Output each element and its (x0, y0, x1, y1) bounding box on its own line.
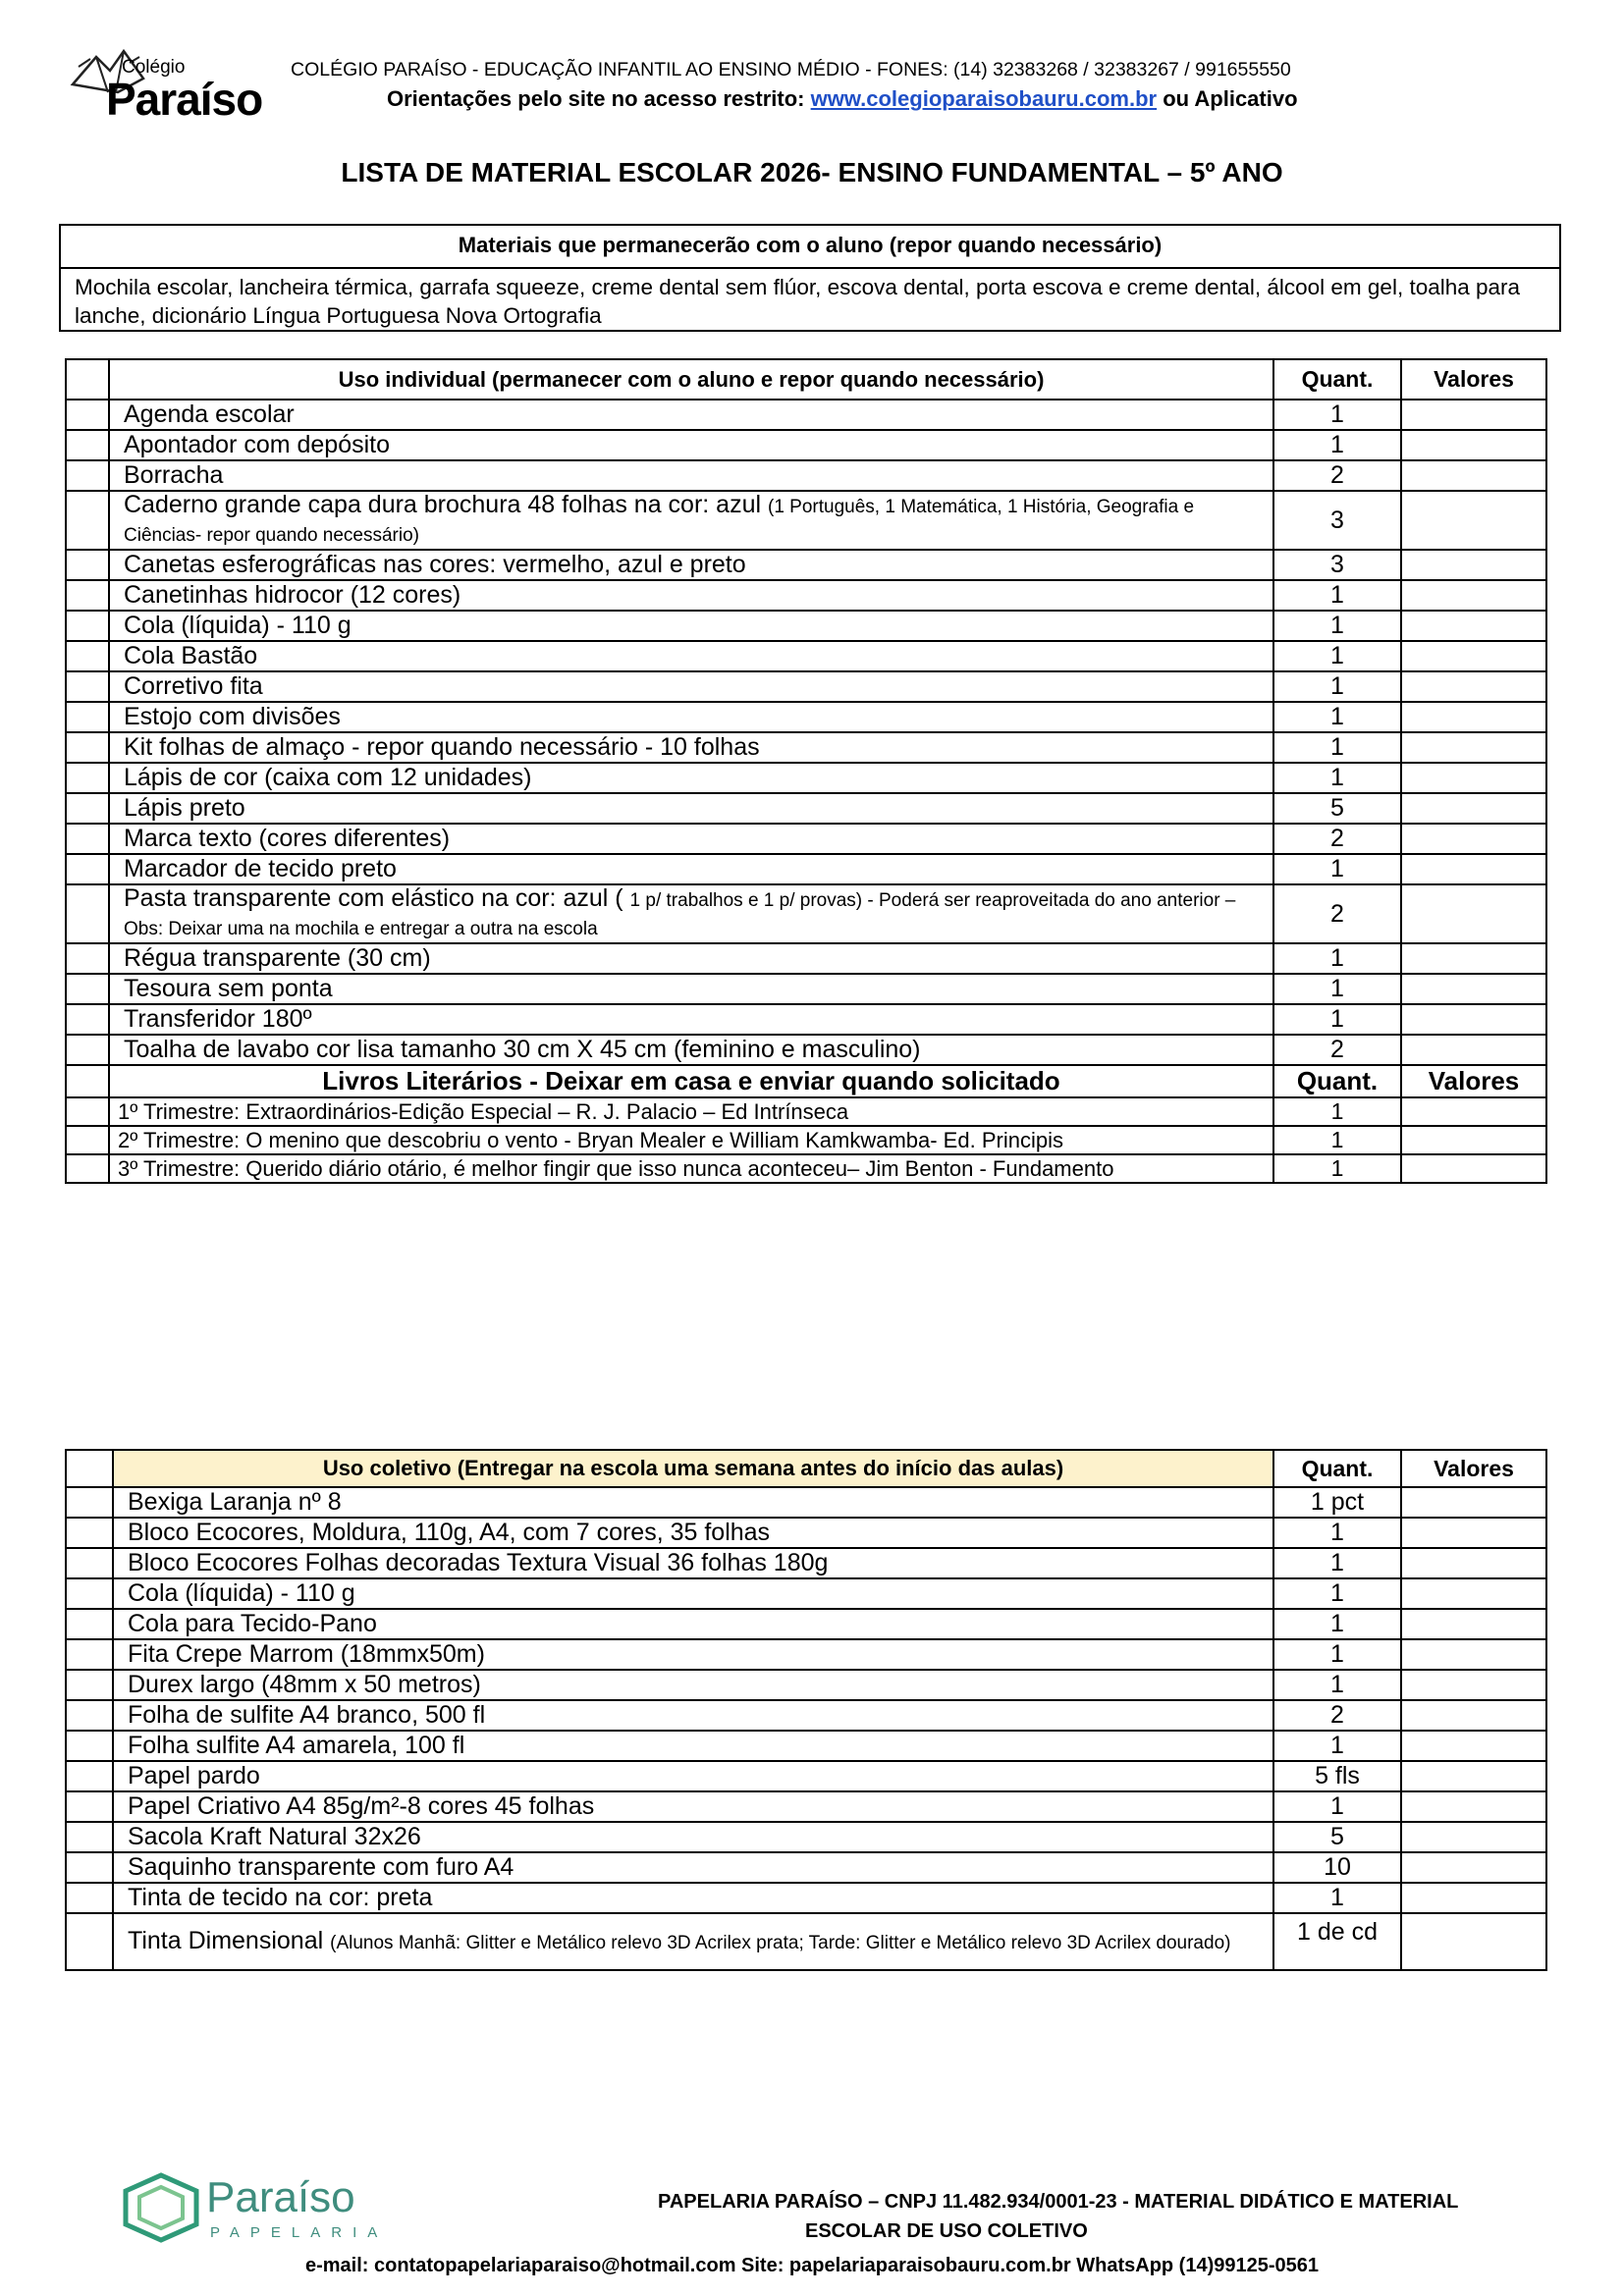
collective-row (66, 1578, 1546, 1609)
individual-item-value (1401, 793, 1546, 824)
individual-row-blank (66, 824, 109, 854)
collective-item-value (1401, 1913, 1546, 1970)
individual-row-blank (66, 702, 109, 732)
collective-item-value (1401, 1609, 1546, 1639)
collective-item-name (113, 1639, 1273, 1670)
collective-row-blank (66, 1609, 113, 1639)
books-row-blank (66, 1097, 109, 1126)
individual-item-qty: 2 (1273, 884, 1401, 943)
collective-item-label: Bloco Ecocores, Moldura, 110g, A4, com 7 cores, 35 folhas (128, 1519, 771, 1546)
permanent-materials-text: Mochila escolar, lancheira térmica, garrafa squeeze, creme dental sem flúor, escova dental, porta escova e creme dental, álcool em gel, toalha para lanche, dicionário Língua Portuguesa Nova Ortografia (75, 275, 1521, 328)
collective-item-label: Papel pardo (128, 1762, 260, 1789)
papelaria-logo-sub: PAPELARIA (210, 2224, 389, 2241)
collective-row (66, 1609, 1546, 1639)
collective-row-blank (66, 1883, 113, 1913)
individual-header-row (66, 359, 1546, 400)
footer-line2: ESCOLAR DE USO COLETIVO (805, 2220, 1088, 2242)
books-row (66, 1154, 1546, 1183)
collective-item-value (1401, 1487, 1546, 1518)
collective-item-label: Folha de sulfite A4 branco, 500 fl (128, 1701, 486, 1729)
collective-row (66, 1700, 1546, 1731)
individual-item-qty: 1 (1273, 1004, 1401, 1035)
individual-item-label: Transferidor 180º (124, 1005, 312, 1033)
individual-row-blank (66, 763, 109, 793)
school-contact-line: COLÉGIO PARAÍSO - EDUCAÇÃO INFANTIL AO ENSINO MÉDIO - FONES: (14) 32383268 / 32383267 / 991655550 (291, 59, 1291, 80)
collective-row-blank (66, 1822, 113, 1852)
collective-item-value (1401, 1548, 1546, 1578)
collective-row (66, 1518, 1546, 1548)
collective-materials-table (65, 1449, 1547, 1971)
collective-row-blank (66, 1670, 113, 1700)
collective-values-header: Valores (1401, 1450, 1546, 1487)
collective-item-qty: 2 (1273, 1700, 1401, 1731)
individual-item-value (1401, 400, 1546, 430)
individual-item-name (109, 460, 1273, 491)
individual-item-label: Apontador com depósito (124, 431, 391, 458)
collective-row (66, 1639, 1546, 1670)
individual-item-value (1401, 611, 1546, 641)
individual-item-name (109, 611, 1273, 641)
individual-item-label: Toalha de lavabo cor lisa tamanho 30 cm X 45 cm (feminino e masculino) (124, 1036, 921, 1063)
individual-item-value (1401, 430, 1546, 460)
collective-item-label: Tinta de tecido na cor: preta (128, 1884, 433, 1911)
collective-item-name (113, 1852, 1273, 1883)
individual-item-label: Lápis preto (124, 794, 245, 822)
books-header-blank (66, 1065, 109, 1097)
individual-item-name (109, 1035, 1273, 1065)
individual-item-label: Caderno grande capa dura brochura 48 folhas na cor: azul (124, 491, 762, 518)
individual-item-value (1401, 460, 1546, 491)
individual-item-value (1401, 550, 1546, 580)
books-row-blank (66, 1154, 109, 1183)
collective-item-label: Fita Crepe Marrom (18mmx50m) (128, 1640, 485, 1668)
individual-row (66, 1035, 1546, 1065)
individual-row-blank (66, 550, 109, 580)
collective-item-name (113, 1578, 1273, 1609)
collective-item-qty: 5 fls (1273, 1761, 1401, 1791)
collective-row-blank (66, 1639, 113, 1670)
collective-row-blank (66, 1487, 113, 1518)
individual-item-note: (1 Português, 1 Matemática, 1 História, Geografia e Ciências- repor quando necessário) (124, 497, 1195, 546)
individual-item-value (1401, 943, 1546, 974)
collective-item-label: Bloco Ecocores Folhas decoradas Textura Visual 36 folhas 180g (128, 1549, 829, 1576)
collective-item-qty: 1 (1273, 1578, 1401, 1609)
orientation-line (387, 86, 1298, 112)
individual-item-qty: 2 (1273, 1035, 1401, 1065)
individual-item-name (109, 1004, 1273, 1035)
collective-item-value (1401, 1852, 1546, 1883)
individual-row (66, 550, 1546, 580)
individual-row (66, 793, 1546, 824)
individual-row (66, 854, 1546, 884)
collective-item-qty: 1 (1273, 1518, 1401, 1548)
books-item-value (1401, 1154, 1546, 1183)
books-item-qty: 1 (1273, 1097, 1401, 1126)
books-row (66, 1126, 1546, 1154)
books-qty-header: Quant. (1273, 1065, 1401, 1097)
individual-row (66, 732, 1546, 763)
collective-row-blank (66, 1578, 113, 1609)
books-item-label: 3º Trimestre: Querido diário otário, é melhor fingir que isso nunca aconteceu– Jim Benton - Fundamento (118, 1155, 1114, 1181)
individual-item-label: Cola Bastão (124, 642, 258, 669)
individual-item-name (109, 702, 1273, 732)
individual-row (66, 641, 1546, 671)
individual-item-label: Cola (líquida) - 110 g (124, 612, 352, 639)
collective-item-note: (Alunos Manhã: Glitter e Metálico relevo 3D Acrilex prata; Tarde: Glitter e Metálico relevo 3D Acrilex dourado) (330, 1932, 1231, 1953)
school-website-link[interactable]: www.colegioparaisobauru.com.br (810, 86, 1158, 111)
individual-item-note: 1 p/ trabalhos e 1 p/ provas) - Poderá ser reaproveitada do ano anterior – Obs: Deixar uma na mochila e entregar a outra na escola (124, 890, 1236, 939)
collective-item-name (113, 1913, 1273, 1970)
collective-item-qty: 1 (1273, 1883, 1401, 1913)
collective-item-qty: 1 (1273, 1670, 1401, 1700)
collective-row-blank (66, 1700, 113, 1731)
individual-item-value (1401, 974, 1546, 1004)
papelaria-logo-name: Paraíso (206, 2173, 355, 2221)
individual-item-name (109, 943, 1273, 974)
individual-item-name (109, 763, 1273, 793)
individual-item-qty: 1 (1273, 732, 1401, 763)
individual-item-qty: 1 (1273, 641, 1401, 671)
collective-qty-header: Quant. (1273, 1450, 1401, 1487)
collective-item-name (113, 1700, 1273, 1731)
collective-item-name (113, 1548, 1273, 1578)
individual-row (66, 491, 1546, 550)
collective-item-value (1401, 1700, 1546, 1731)
collective-header-blank (66, 1450, 113, 1487)
papelaria-logo-icon (116, 2169, 206, 2244)
collective-item-value (1401, 1731, 1546, 1761)
individual-item-qty: 1 (1273, 580, 1401, 611)
individual-row (66, 763, 1546, 793)
collective-item-label: Papel Criativo A4 85g/m²-8 cores 45 folhas (128, 1792, 595, 1820)
collective-item-label: Bexiga Laranja nº 8 (128, 1488, 342, 1516)
individual-item-label: Marca texto (cores diferentes) (124, 825, 451, 852)
collective-item-name (113, 1822, 1273, 1852)
footer-line1: PAPELARIA PARAÍSO – CNPJ 11.482.934/0001-23 - MATERIAL DIDÁTICO E MATERIAL (658, 2191, 1459, 2213)
collective-item-name (113, 1609, 1273, 1639)
orientation-prefix: Orientações pelo site no acesso restrito: (387, 86, 805, 111)
individual-item-value (1401, 641, 1546, 671)
collective-item-qty: 1 (1273, 1639, 1401, 1670)
collective-row (66, 1487, 1546, 1518)
individual-item-value (1401, 702, 1546, 732)
individual-item-name (109, 491, 1273, 550)
collective-row (66, 1791, 1546, 1822)
individual-item-qty: 2 (1273, 460, 1401, 491)
individual-item-label: Canetas esferográficas nas cores: vermelho, azul e preto (124, 551, 746, 578)
individual-item-value (1401, 671, 1546, 702)
collective-item-qty: 1 pct (1273, 1487, 1401, 1518)
books-values-header: Valores (1401, 1065, 1546, 1097)
individual-item-qty: 1 (1273, 974, 1401, 1004)
individual-row-blank (66, 611, 109, 641)
individual-row (66, 580, 1546, 611)
individual-row-blank (66, 974, 109, 1004)
collective-row (66, 1822, 1546, 1852)
individual-row-blank (66, 580, 109, 611)
individual-item-value (1401, 491, 1546, 550)
collective-item-qty: 10 (1273, 1852, 1401, 1883)
collective-item-value (1401, 1791, 1546, 1822)
individual-item-value (1401, 580, 1546, 611)
collective-row-blank (66, 1548, 113, 1578)
collective-item-label: Tinta Dimensional (128, 1926, 324, 1954)
individual-item-name (109, 854, 1273, 884)
collective-item-qty: 1 (1273, 1548, 1401, 1578)
collective-item-label: Cola (líquida) - 110 g (128, 1579, 355, 1607)
individual-item-name (109, 580, 1273, 611)
individual-row-blank (66, 460, 109, 491)
collective-row (66, 1852, 1546, 1883)
collective-item-name (113, 1518, 1273, 1548)
books-row (66, 1097, 1546, 1126)
individual-row-blank (66, 793, 109, 824)
collective-item-value (1401, 1639, 1546, 1670)
individual-item-name (109, 884, 1273, 943)
collective-item-value (1401, 1518, 1546, 1548)
books-row-blank (66, 1126, 109, 1154)
collective-row-blank (66, 1761, 113, 1791)
individual-row (66, 943, 1546, 974)
individual-item-label: Pasta transparente com elástico na cor: azul ( (124, 884, 623, 912)
individual-item-qty: 3 (1273, 550, 1401, 580)
individual-item-name (109, 732, 1273, 763)
individual-row-blank (66, 491, 109, 550)
collective-row (66, 1670, 1546, 1700)
individual-item-value (1401, 732, 1546, 763)
collective-item-label: Saquinho transparente com furo A4 (128, 1853, 514, 1881)
individual-item-label: Lápis de cor (caixa com 12 unidades) (124, 764, 532, 791)
collective-heading: Uso coletivo (Entregar na escola uma semana antes do início das aulas) (113, 1450, 1273, 1487)
individual-row-blank (66, 884, 109, 943)
collective-row-blank (66, 1852, 113, 1883)
individual-row (66, 884, 1546, 943)
individual-row (66, 824, 1546, 854)
collective-row (66, 1731, 1546, 1761)
individual-row (66, 611, 1546, 641)
individual-row (66, 1004, 1546, 1035)
individual-row (66, 974, 1546, 1004)
individual-item-value (1401, 763, 1546, 793)
collective-item-label: Durex largo (48mm x 50 metros) (128, 1671, 481, 1698)
collective-row (66, 1761, 1546, 1791)
individual-item-value (1401, 824, 1546, 854)
individual-row-blank (66, 400, 109, 430)
individual-item-label: Borracha (124, 461, 224, 489)
collective-row-blank (66, 1791, 113, 1822)
individual-row-blank (66, 854, 109, 884)
individual-item-value (1401, 1035, 1546, 1065)
footer-contact-line: e-mail: contatopapelariaparaiso@hotmail.com Site: papelariaparaisobauru.com.br WhatsApp (14)99125-0561 (304, 2255, 1320, 2276)
individual-row-blank (66, 1004, 109, 1035)
collective-item-qty: 1 de cd (1273, 1913, 1401, 1970)
individual-row-blank (66, 1035, 109, 1065)
individual-item-qty: 1 (1273, 611, 1401, 641)
school-logo (65, 37, 271, 124)
collective-item-name (113, 1731, 1273, 1761)
collective-item-name (113, 1761, 1273, 1791)
individual-item-qty: 2 (1273, 824, 1401, 854)
individual-row-blank (66, 671, 109, 702)
collective-item-value (1401, 1670, 1546, 1700)
individual-item-value (1401, 1004, 1546, 1035)
books-heading: Livros Literários - Deixar em casa e enviar quando solicitado (109, 1065, 1273, 1097)
individual-item-qty: 1 (1273, 943, 1401, 974)
individual-item-name (109, 671, 1273, 702)
collective-item-qty: 1 (1273, 1791, 1401, 1822)
collective-item-value (1401, 1883, 1546, 1913)
collective-item-label: Folha sulfite A4 amarela, 100 fl (128, 1732, 465, 1759)
individual-row (66, 430, 1546, 460)
individual-item-label: Canetinhas hidrocor (12 cores) (124, 581, 461, 609)
collective-item-value (1401, 1761, 1546, 1791)
collective-item-name (113, 1670, 1273, 1700)
individual-item-qty: 1 (1273, 854, 1401, 884)
books-item-value (1401, 1126, 1546, 1154)
individual-qty-header: Quant. (1273, 359, 1401, 400)
individual-row-blank (66, 943, 109, 974)
individual-item-name (109, 974, 1273, 1004)
collective-row (66, 1883, 1546, 1913)
individual-item-qty: 1 (1273, 702, 1401, 732)
books-item-name (109, 1126, 1273, 1154)
individual-item-qty: 3 (1273, 491, 1401, 550)
individual-row (66, 400, 1546, 430)
collective-item-label: Sacola Kraft Natural 32x26 (128, 1823, 421, 1850)
collective-row-blank (66, 1913, 113, 1970)
page-title: LISTA DE MATERIAL ESCOLAR 2026- ENSINO FUNDAMENTAL – 5º ANO (341, 157, 1283, 187)
individual-heading: Uso individual (permanecer com o aluno e repor quando necessário) (109, 359, 1273, 400)
individual-row (66, 702, 1546, 732)
individual-item-name (109, 824, 1273, 854)
individual-header-blank (66, 359, 109, 400)
collective-item-qty: 5 (1273, 1822, 1401, 1852)
collective-item-qty: 1 (1273, 1731, 1401, 1761)
individual-item-value (1401, 854, 1546, 884)
logo-colegio-text: Colégio (122, 57, 186, 78)
individual-item-qty: 1 (1273, 400, 1401, 430)
collective-row-blank (66, 1731, 113, 1761)
books-header-row (66, 1065, 1546, 1097)
individual-item-label: Marcador de tecido preto (124, 855, 397, 882)
individual-item-label: Tesoura sem ponta (124, 975, 333, 1002)
books-item-qty: 1 (1273, 1154, 1401, 1183)
individual-row-blank (66, 732, 109, 763)
individual-item-label: Estojo com divisões (124, 703, 341, 730)
collective-header-row (66, 1450, 1546, 1487)
books-item-name (109, 1154, 1273, 1183)
individual-item-qty: 5 (1273, 793, 1401, 824)
individual-item-label: Corretivo fita (124, 672, 263, 700)
individual-item-qty: 1 (1273, 430, 1401, 460)
collective-item-qty: 1 (1273, 1609, 1401, 1639)
collective-row (66, 1548, 1546, 1578)
books-item-label: 1º Trimestre: Extraordinários-Edição Especial – R. J. Palacio – Ed Intrínseca (118, 1098, 849, 1124)
individual-item-qty: 1 (1273, 763, 1401, 793)
individual-item-label: Agenda escolar (124, 400, 295, 428)
individual-item-value (1401, 884, 1546, 943)
individual-item-label: Kit folhas de almaço - repor quando necessário - 10 folhas (124, 733, 760, 761)
collective-item-name (113, 1487, 1273, 1518)
collective-row-blank (66, 1518, 113, 1548)
individual-row (66, 460, 1546, 491)
individual-row-blank (66, 641, 109, 671)
papelaria-logo (116, 2169, 389, 2248)
individual-row-blank (66, 430, 109, 460)
individual-item-name (109, 430, 1273, 460)
permanent-materials-heading: Materiais que permanecerão com o aluno (repor quando necessário) (61, 226, 1559, 269)
books-item-qty: 1 (1273, 1126, 1401, 1154)
individual-item-name (109, 400, 1273, 430)
individual-item-qty: 1 (1273, 671, 1401, 702)
collective-row (66, 1913, 1546, 1970)
collective-item-value (1401, 1822, 1546, 1852)
individual-item-name (109, 793, 1273, 824)
books-item-value (1401, 1097, 1546, 1126)
books-item-label: 2º Trimestre: O menino que descobriu o vento - Bryan Mealer e William Kamkwamba- Ed. Principis (118, 1127, 1063, 1152)
books-item-name (109, 1097, 1273, 1126)
individual-row (66, 671, 1546, 702)
individual-values-header: Valores (1401, 359, 1546, 400)
individual-item-name (109, 550, 1273, 580)
logo-name-text: Paraíso (106, 74, 263, 125)
individual-item-name (109, 641, 1273, 671)
collective-item-name (113, 1883, 1273, 1913)
orientation-suffix: ou Aplicativo (1163, 86, 1298, 111)
permanent-materials-box (59, 224, 1561, 332)
individual-materials-table (65, 358, 1547, 1184)
collective-item-value (1401, 1578, 1546, 1609)
collective-item-name (113, 1791, 1273, 1822)
individual-item-label: Régua transparente (30 cm) (124, 944, 431, 972)
collective-item-label: Cola para Tecido-Pano (128, 1610, 377, 1637)
